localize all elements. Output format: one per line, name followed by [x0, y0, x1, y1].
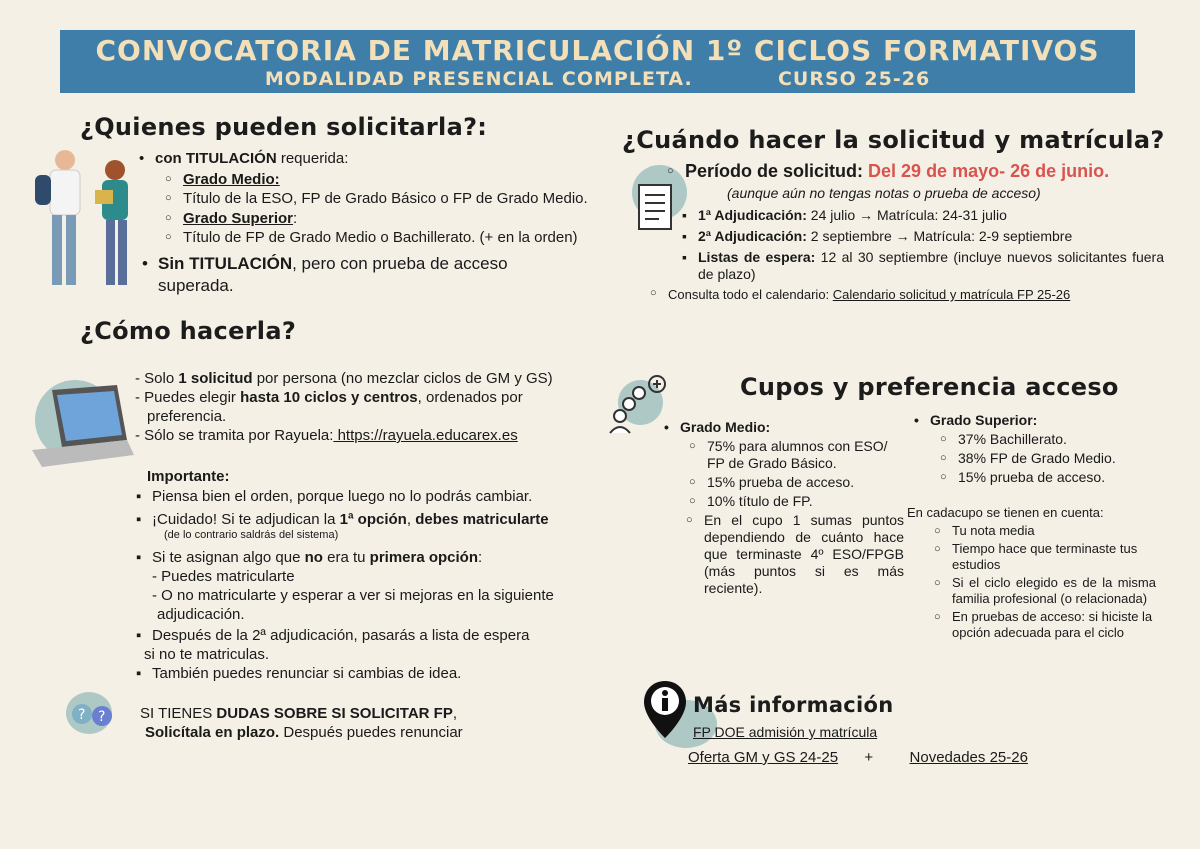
l2c: , ordenados por [417, 389, 523, 406]
period-line [685, 160, 1109, 182]
subtitle-modality: MODALIDAD PRESENCIAL COMPLETA. [264, 68, 693, 90]
plus-sign: + [864, 749, 874, 766]
imp-4b: si no te matriculas. [144, 646, 270, 663]
adj1-label: 1ª Adjudicación: [698, 207, 807, 223]
rayuela-link[interactable]: https://rayuela.educarex.es [333, 427, 518, 444]
i3-colon: : [478, 549, 483, 566]
info-pin-icon [640, 678, 690, 740]
how-heading: ¿Cómo hacerla? [80, 317, 297, 345]
doubts-a: SI TIENES [140, 705, 217, 722]
i4a: Después de la 2ª adjudicación, pasarás a lista de espera [152, 627, 530, 644]
imp-2 [152, 510, 612, 529]
header-banner [60, 30, 1135, 93]
imp-3 [152, 548, 612, 567]
doubts-d: Después puedes renunciar [279, 724, 463, 741]
l2b: hasta 10 ciclos y centros [240, 389, 418, 406]
doubts-c: Solicítala en plazo. [145, 724, 280, 741]
without-title-rest: , pero con prueba de acceso [292, 254, 508, 273]
quota-gm-3: ○ 10% título de FP. [707, 493, 932, 510]
svg-text:?: ? [78, 707, 86, 723]
adj2-label: 2ª Adjudicación: [698, 228, 807, 244]
laptop-icon [22, 385, 137, 475]
imp-5 [152, 664, 612, 683]
how-line-2b: preferencia. [147, 408, 227, 425]
quota-gm-1: ○ 75% para alumnos con ESO/ FP de Grado Básico. [707, 438, 905, 472]
consider-label: En cadacupo se tienen en cuenta: [907, 505, 1104, 520]
imp-1 [152, 487, 612, 506]
gm-label: Grado Medio: [183, 171, 280, 188]
important-label: Importante: [147, 468, 230, 485]
fp-doe-link[interactable]: FP DOE admisión y matrícula [693, 724, 878, 740]
consider-4: ○ En pruebas de acceso: si hiciste la opción adecuada para el ciclo [952, 609, 1156, 641]
consider-list [952, 523, 1156, 641]
imp-3-opt1: - Puedes matricularte [152, 568, 295, 585]
page-title: CONVOCATORIA DE MATRICULACIÓN 1º CICLOS FORMATIVOS [95, 34, 1100, 67]
quota-gs-3: ○ 15% prueba de acceso. [958, 469, 1188, 486]
period-note: (aunque aún no tengas notas o prueba de acceso) [727, 185, 1041, 201]
quota-gm [680, 419, 905, 597]
without-title-item [158, 253, 508, 297]
with-title-item [155, 149, 635, 168]
calendar-text: Consulta todo el calendario: [668, 287, 833, 302]
oferta-link[interactable]: Oferta GM y GS 24-25 [688, 749, 839, 766]
consider-2: ○ Tiempo hace que terminaste tus estudios [952, 541, 1156, 573]
wait-item [698, 249, 1164, 283]
l1b: 1 solicitud [178, 370, 253, 387]
wait-label: Listas de espera: [698, 249, 816, 265]
quota-gs-2: ○ 38% FP de Grado Medio. [958, 450, 1188, 467]
l3a: - Sólo se tramita por Rayuela: [135, 427, 334, 444]
i3a: Si te asignan algo que [152, 549, 305, 566]
imp-2-note: (de lo contrario saldrás del sistema) [164, 529, 339, 541]
imp-4 [152, 626, 612, 645]
students-illustration-icon [20, 140, 140, 300]
calendar-line [668, 287, 1070, 302]
gm-item [183, 170, 663, 189]
without-title-rest2: superada. [158, 276, 234, 295]
svg-text:?: ? [98, 709, 106, 725]
novedades-link[interactable]: Novedades 25-26 [909, 749, 1028, 766]
page-subtitle [60, 68, 1135, 90]
adjudication-list [698, 207, 1164, 283]
adj2-item [698, 228, 1164, 245]
l1c: por persona (no mezclar ciclos de GM y GS) [252, 370, 553, 387]
quota-gs [930, 412, 1160, 486]
info-heading: Más información [693, 693, 894, 717]
l2a: - Puedes elegir [135, 389, 241, 406]
adj1-text: 24 julio → Matrícula: 24-31 julio [806, 207, 1007, 223]
i3d: primera opción [369, 549, 479, 566]
consider-1: ○ Tu nota media [952, 523, 1156, 539]
adj2-text: 2 septiembre → Matrícula: 2-9 septiembre [806, 228, 1073, 244]
who-heading: ¿Quienes pueden solicitarla?: [80, 113, 488, 141]
gs-text-item [183, 228, 663, 247]
doubts-comma: , [452, 705, 457, 722]
quota-heading: Cupos y preferencia acceso [740, 373, 1119, 401]
gs-requirement: Título de FP de Grado Medio o Bachillerato. (+ en la orden) [183, 229, 578, 246]
i2a: ¡Cuidado! Si te adjudican la [152, 511, 340, 528]
with-title-rest: requerida: [276, 150, 349, 167]
gs-colon: : [293, 210, 298, 227]
i1: Piensa bien el orden, porque luego no lo podrás cambiar. [152, 488, 533, 505]
gm-text-item [183, 189, 663, 208]
question-bubbles-icon [70, 700, 120, 730]
doubts-text [140, 704, 463, 742]
l1a: - Solo [135, 370, 179, 387]
without-title-strong: Sin TITULACIÓN [158, 254, 293, 273]
i3c: era tu [322, 549, 370, 566]
wait-text: 12 al 30 septiembre (incluye nuevos solicitantes fuera de plazo) [698, 249, 1165, 282]
gs-item [183, 209, 663, 228]
i2c: , [406, 511, 416, 528]
gs-label: Grado Superior [183, 210, 294, 227]
i3b: no [304, 549, 323, 566]
i5: También puedes renunciar si cambias de idea. [152, 665, 462, 682]
people-group-icon [605, 373, 670, 435]
how-line-1 [135, 369, 605, 388]
i2d: debes matricularte [415, 511, 549, 528]
quota-gm-4: ○ En el cupo 1 sumas puntos dependiendo de cuánto hace que terminaste 4º ESO/FPGB (más puntos si es más reciente). [704, 512, 904, 597]
calendar-link[interactable]: Calendario solicitud y matrícula FP 25-26 [832, 287, 1071, 302]
how-instructions [135, 369, 605, 445]
when-heading: ¿Cuándo hacer la solicitud y matrícula? [622, 126, 1165, 154]
important-list [144, 487, 612, 683]
consider-3: ○ Si el ciclo elegido es de la misma familia profesional (o relacionada) [952, 575, 1156, 607]
imp-3-opt2: - O no matricularte y esperar a ver si mejoras en la siguiente [152, 587, 554, 604]
quota-gm-label: • Grado Medio: [680, 419, 905, 436]
gm-requirement: Título de la ESO, FP de Grado Básico o FP de Grado Medio. [183, 190, 588, 207]
subtitle-course: CURSO 25-26 [777, 68, 931, 90]
who-list [155, 149, 635, 244]
quota-gm-2: ○ 15% prueba de acceso. [707, 474, 932, 491]
imp-3-opt2b: adjudicación. [157, 606, 245, 623]
quota-gs-label: • Grado Superior: [930, 412, 1160, 429]
doubts-b: DUDAS SOBRE SI SOLICITAR FP [216, 705, 453, 722]
form-document-icon [635, 183, 677, 233]
quota-gs-1: ○ 37% Bachillerato. [958, 431, 1188, 448]
info-links-row [688, 749, 1028, 766]
period-dates: Del 29 de mayo- 26 de junio. [868, 161, 1110, 181]
how-line-3 [135, 426, 605, 445]
with-title-strong: con TITULACIÓN [155, 150, 277, 167]
adj1-item [698, 207, 1164, 224]
period-label: Período de solicitud: [685, 161, 864, 181]
i2b: 1ª opción [339, 511, 407, 528]
how-line-2 [135, 388, 605, 407]
